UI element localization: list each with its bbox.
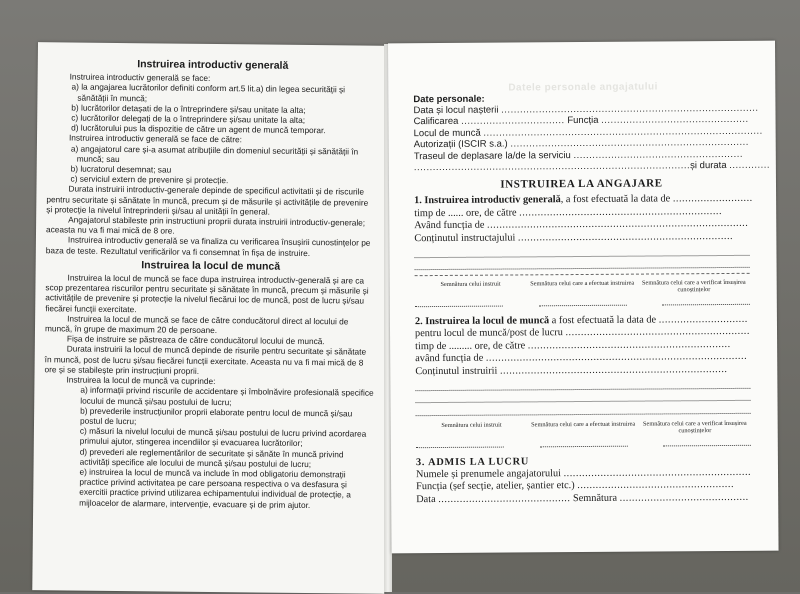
sig-verified-field[interactable] — [663, 440, 751, 446]
training-record-form — [413, 92, 771, 507]
admitted-to-work-title: 3. ADMIS LA LUCRU — [415, 455, 530, 468]
s2-date-line[interactable]: 2. Instruirea la locul de muncă a fost efectuată la data de ............................. — [414, 313, 748, 328]
paragraph: Instruirea la locul de muncă se face dupa instruirea introductiv-generală și are ca scop prezentarea riscurilor pentru securitate și sănătate în muncă, precum și măsurile și activitățile de prevenire și protecție la nivelul fiecărui loc de muncă, post de lucru și/sau fiecărei funcții exercitate. — [45, 272, 369, 314]
s1-content-line[interactable]: Conținutul instructajului ...................................................................... — [414, 230, 734, 244]
paragraph: c) măsuri la nivelul locului de muncă și/sau postului de lucru privind acordarea primului ajutor, stingerea incendiilor și evacuarea lucrătorilor; — [79, 425, 367, 449]
s2-post-line[interactable]: pentru locul de muncă/post de lucru ............................................................ — [414, 326, 750, 340]
sig-trained-field[interactable] — [416, 442, 504, 448]
faded-background-text: Datele personale angajatului — [508, 81, 658, 94]
sig-performed-label: Semnătura celui care a efectuat instruirea — [531, 420, 636, 428]
sig-performed-label: Semnătura celui care a efectuat instruirea — [530, 279, 635, 288]
s1-signature-lines — [415, 300, 750, 307]
sig-trained-field[interactable] — [415, 302, 503, 308]
paragraph: a) angajatorul care și-a asumat atribuțiile din domeniul securității și sănătății în muncă; sau — [70, 143, 359, 164]
employer-function-line[interactable]: Funcția (șef secție, atelier, șantier etc.) ................................................... — [416, 479, 735, 493]
sig-trained-label: Semnătura celui instruit — [441, 421, 502, 429]
paragraph: d) prevederi ale reglementărilor de securitate și sănăte în muncă privind activități specifice ale locului de muncă și/sau postului de lucru; — [79, 446, 344, 469]
paragraph: a) la angajarea lucrătorilor definiti conform art.5 lit.a) din legea securității și sănătății în muncă; — [71, 81, 346, 103]
paragraph: a) informații privind riscurile de accidentare și îmbolnăvire profesională specifice locului de muncă și/sau postului de lucru; — [80, 384, 374, 407]
section-title-hiring-training: INSTRUIREA LA ANGAJARE — [500, 177, 663, 192]
s2-content-blank-3[interactable] — [416, 401, 751, 416]
s1-function-line[interactable]: Având funcția de ..................................................................................... — [414, 218, 749, 232]
paragraph: e) instruirea la locul de muncă va include în mod obligatoriu demonstrații practice privind activitatea pe care persoana respectiva o va desfasura și exercitii practice privind utilizarea echipamentului individual de protecție, a mijloacelor de alarmare, intervenție, evacuare și de prim ajutor. — [79, 466, 351, 510]
paragraph: b) prevederile instrucțiunilor proprii elaborate pentru locul de muncă și/sau postul de lucru; — [79, 405, 353, 427]
s2-time-line[interactable]: timp de ......... ore, de către .................................................................. — [415, 338, 731, 353]
paragraph: c) serviciul extern de prevenire și protecție. — [70, 173, 229, 186]
workplace-training-text — [43, 272, 375, 510]
s1-time-line[interactable]: timp de ...... ore, de către .................................................................. — [414, 205, 723, 220]
left-page-text — [43, 56, 378, 510]
paragraph: Instruirea la locul de muncă va cuprinde: — [66, 374, 216, 387]
s2-content-line[interactable]: Conținutul instruirii .......................................................................... — [415, 363, 728, 377]
duration-field[interactable]: ........................................................................................și durata ............. — [413, 159, 771, 174]
birth-field[interactable]: Data și locul nașterii .................................................................................. — [413, 102, 759, 117]
sig-verified-field[interactable] — [662, 300, 750, 306]
workplace-field[interactable]: Locul de muncă ......................................................................................... — [413, 125, 763, 139]
sig-performed-field[interactable] — [539, 441, 627, 447]
divider — [415, 273, 750, 276]
employer-name-line[interactable]: Numele și prenumele angajatorului ............................................................. — [415, 466, 752, 481]
route-field[interactable]: Traseul de deplasare la/de la serviciu ...................................................... — [413, 148, 744, 162]
personal-data-title: Date personale: — [413, 93, 485, 106]
paragraph: Fișa de instruire se păstreaza de către conducătorul locului de muncă. — [66, 333, 325, 347]
right-page — [388, 41, 779, 554]
paragraph: Durata instruirii la locul de muncă depinde de risurile pentru securitate și sănătate în muncă, post de lucru și/sau fiecărei funcții exercitate. Aceasta nu va fi mai mică de 8 ore și se stabilește prin instrucțiuni proprii. — [44, 343, 367, 376]
sig-verified-label: Semnătura celui care a verificat însușirea cunoștințelor — [642, 419, 747, 434]
date-signature-line[interactable]: Data ........................................... Semnătura .......................................... — [416, 491, 749, 505]
paragraph: Instruirea introductiv generală se va finaliza cu verificarea însușirii cunostințelor pe baza de teste. Rezultatul verificărilor va fi consemnat în fișa de instruire. — [45, 234, 371, 258]
paragraph: d) lucrătorului pus la dispozitie de către un agent de muncă temporar. — [71, 122, 326, 136]
sig-trained-label: Semnătura celui instruit — [440, 280, 501, 289]
s2-signature-labels — [416, 419, 751, 435]
paragraph: Durata instruirii introductiv-generale depinde de specificul activitatii și de riscurile pentru securitate și sănătate în muncă, precum și de măsurile și activitățile de prevenire și protecție la nivelul întreprinderii și/sau al unității în general. — [46, 183, 369, 217]
paragraph: Instruirea introductiv generală se face de către: — [68, 132, 243, 145]
s1-date-line[interactable]: 1. Instruirea introductiv generală, a fost efectuată la data de .......................... — [414, 193, 753, 207]
heading-introductory-training: Instruirea introductiv generală — [137, 58, 289, 72]
paragraph: b) lucrătorilor detașati de la o întreprindere și/sau unitate la alta; — [71, 102, 306, 115]
introductory-training-text — [46, 71, 378, 258]
paragraph: c) lucrătorilor delegați de la o întreprindere și/sau unitate la alta; — [71, 112, 306, 125]
s1-signature-labels — [415, 279, 750, 295]
sig-performed-field[interactable] — [538, 301, 626, 307]
left-page — [32, 42, 390, 594]
qualification-field[interactable]: Calificarea ................................. Funcția ............................................... — [413, 114, 749, 128]
authorizations-field[interactable]: Autorizații (ISCIR s.a.) ............................................................................ — [413, 137, 749, 151]
paragraph: Instruirea introductiv generală se face: — [69, 71, 211, 84]
s2-function-line[interactable]: având funcția de ..................................................................................... — [415, 351, 748, 365]
paragraph: Instruirea la locul de muncă se face de către conducătorul direct al locului de muncă, în grupe de maximum 20 de persoane. — [44, 313, 349, 336]
paragraph: Angajatorul stabileste prin instructiuni proprii durata instruirii introductiv-generale; aceasta nu va fi mai mică de 8 ore. — [45, 214, 366, 236]
paragraph: b) lucratorul desemnat; sau — [70, 163, 172, 175]
heading-workplace-training: Instruirea la locul de muncă — [141, 259, 281, 273]
sig-verified-label: Semnătura celui care a verificat însușirea cunoștințelor — [642, 278, 746, 294]
s2-signature-lines — [416, 440, 751, 447]
s1-content-blank-2[interactable] — [415, 255, 750, 270]
